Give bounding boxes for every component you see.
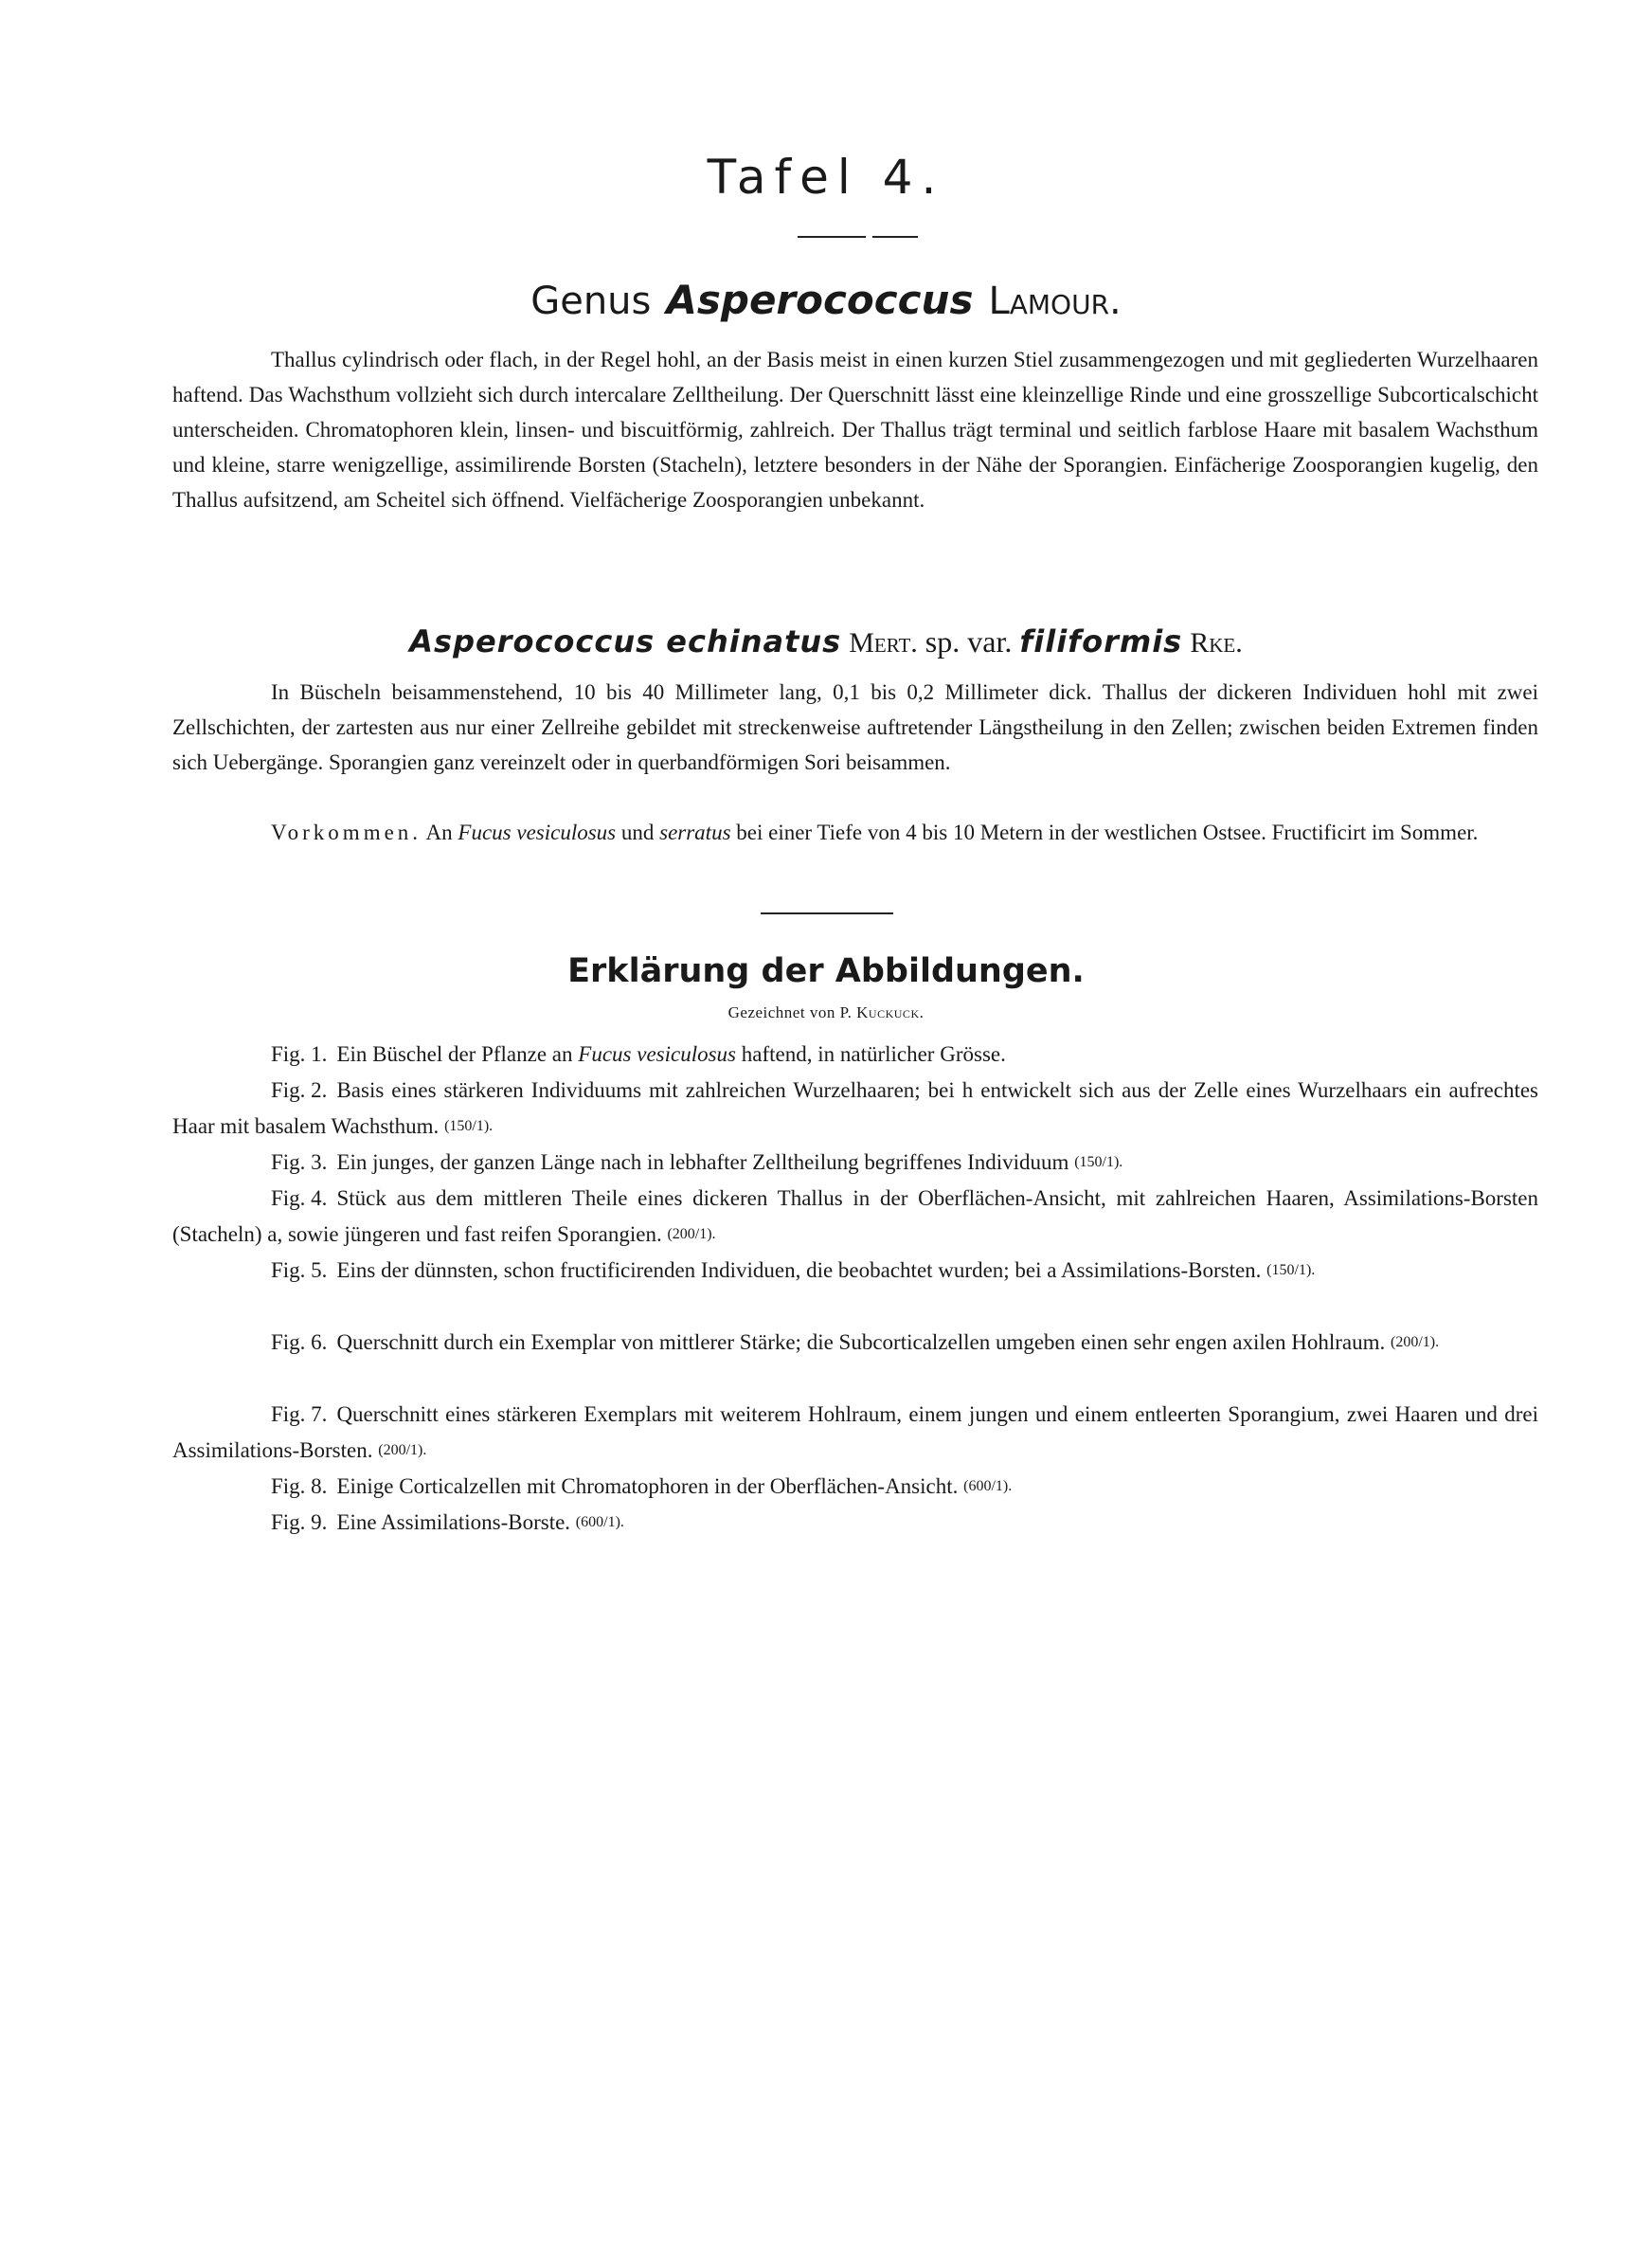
figure-caption-8 <box>172 1469 1538 1505</box>
figure-scale: (150/1). <box>444 1118 494 1134</box>
figure-label: Fig. 3. <box>271 1150 328 1174</box>
figure-scale: (600/1). <box>963 1478 1013 1494</box>
drawn-by <box>0 1003 1652 1022</box>
figure-scale: (200/1). <box>378 1442 427 1458</box>
figure-caption-9 <box>172 1505 1538 1541</box>
occurrence-text-2: und <box>620 821 655 844</box>
genus-description <box>172 342 1538 517</box>
species-name: Asperococcus echinatus <box>409 623 842 659</box>
genus-heading <box>0 277 1652 323</box>
occurrence-text-1: An <box>425 821 453 844</box>
species-description-text: In Büscheln beisammenstehend, 10 bis 40 Millimeter lang, 0,1 bis 0,2 Millimeter dick. Thallus der dickeren Individuen hohl mit zwei Zellschichten, der zartesten aus nur einer Zellreihe gebildet mit streckenweise auftretender Längstheilung in den Zellen; zwischen beiden Extremen finden sich Uebergänge. Sporangien ganz vereinzelt oder in querbandförmigen Sori beisammen. <box>172 680 1538 774</box>
figure-caption-5 <box>172 1253 1538 1289</box>
figure-label: Fig. 7. <box>271 1402 328 1426</box>
figure-label: Fig. 8. <box>271 1474 328 1498</box>
plate-title: Tafel 4. <box>707 150 945 205</box>
species-occurrence <box>172 815 1538 850</box>
species-sp-var: sp. var. <box>925 624 1013 659</box>
figure-caption-4 <box>172 1181 1538 1253</box>
title-divider-left <box>798 236 866 238</box>
species-description <box>172 675 1538 780</box>
figure-text: Einige Corticalzellen mit Chromatophoren in der Oberflächen-Ansicht. <box>336 1474 959 1498</box>
figure-caption-6 <box>172 1325 1538 1361</box>
drawn-by-name: Kuckuck. <box>856 1003 925 1021</box>
figure-italic: Fucus vesiculosus <box>578 1042 736 1066</box>
figure-text-after: haftend, in natürlicher Grösse. <box>741 1042 1006 1066</box>
figure-caption-7 <box>172 1397 1538 1469</box>
figure-text: Stück aus dem mittleren Theile eines dickeren Thallus in der Oberflächen-Ansicht, mit zahlreichen Haaren, Assimilations-Borsten (Stacheln) a, sowie jüngeren und fast reifen Sporangien. <box>172 1186 1538 1246</box>
occurrence-host-1: Fucus vesiculosus <box>458 821 617 844</box>
figure-scale: (150/1). <box>1266 1262 1316 1278</box>
figure-caption-3 <box>172 1145 1538 1181</box>
occurrence-host-2: serratus <box>659 821 731 844</box>
figure-label: Fig. 5. <box>271 1258 328 1282</box>
figure-scale: (200/1). <box>1391 1334 1440 1350</box>
figure-text: Basis eines stärkeren Individuums mit zahlreichen Wurzelhaaren; bei h entwickelt sich aus der Zelle eines Wurzelhaars ein aufrechtes Haar mit basalem Wachsthum. <box>172 1078 1538 1138</box>
figure-scale: (200/1). <box>667 1226 716 1242</box>
figure-text: Eine Assimilations-Borste. <box>336 1510 571 1534</box>
figure-label: Fig. 1. <box>271 1042 328 1066</box>
figure-label: Fig. 4. <box>271 1186 328 1210</box>
species-heading <box>0 623 1652 659</box>
section-divider <box>761 912 893 914</box>
figure-label: Fig. 6. <box>271 1330 328 1354</box>
occurrence-label: Vorkommen. <box>271 821 422 844</box>
explanation-title: Erklärung der Abbildungen. <box>567 952 1085 990</box>
species-variety-author: Rke. <box>1190 627 1243 659</box>
figure-text: Ein junges, der ganzen Länge nach in lebhafter Zelltheilung begriffenes Individuum <box>336 1150 1069 1174</box>
figure-text: Querschnitt eines stärkeren Exemplars mit weiterem Hohlraum, einem jungen und einem entleerten Sporangium, zwei Haaren und drei Assimilations-Borsten. <box>172 1402 1538 1462</box>
figure-label: Fig. 9. <box>271 1510 328 1534</box>
species-variety: filiformis <box>1019 623 1183 659</box>
species-author: Mert. <box>849 627 918 659</box>
genus-description-text: Thallus cylindrisch oder flach, in der Regel hohl, an der Basis meist in einen kurzen Stiel zusammengezogen und mit gegliederten Wurzelhaaren haftend. Das Wachsthum vollzieht sich durch intercalare Zelltheilung. Der Querschnitt lässt eine kleinzellige Rinde und eine grosszellige Subcorticalschicht unterscheiden. Chromatophoren klein, linsen- und biscuitförmig, zahlreich. Der Thallus trägt terminal und seitlich farblose Haare mit basalem Wachsthum und kleine, starre wenigzellige, assimilirende Borsten (Stacheln), letztere besonders in der Nähe der Sporangien. Einfächerige Zoosporangien kugelig, den Thallus aufsitzend, am Scheitel sich öffnend. Vielfächerige Zoosporangien unbekannt. <box>172 348 1538 512</box>
drawn-by-prefix: Gezeichnet von P. <box>727 1003 853 1021</box>
figure-caption-1 <box>172 1037 1538 1073</box>
figure-text: Querschnitt durch ein Exemplar von mittlerer Stärke; die Subcorticalzellen umgeben einen sehr engen axilen Hohlraum. <box>336 1330 1386 1354</box>
figure-scale: (600/1). <box>575 1514 624 1530</box>
genus-label: Genus <box>530 280 652 323</box>
genus-author: Lamour. <box>988 280 1122 323</box>
title-divider-right <box>872 236 918 238</box>
genus-name: Asperococcus <box>666 277 974 323</box>
occurrence-text-3: bei einer Tiefe von 4 bis 10 Metern in der westlichen Ostsee. Fructificirt im Sommer. <box>736 821 1479 844</box>
figure-text: Ein Büschel der Pflanze an <box>336 1042 573 1066</box>
figure-text: Eins der dünnsten, schon fructificirenden Individuen, die beobachtet wurden; bei a Assimilations-Borsten. <box>336 1258 1262 1282</box>
figure-label: Fig. 2. <box>271 1078 328 1102</box>
figure-caption-2 <box>172 1073 1538 1145</box>
figure-scale: (150/1). <box>1074 1154 1123 1170</box>
